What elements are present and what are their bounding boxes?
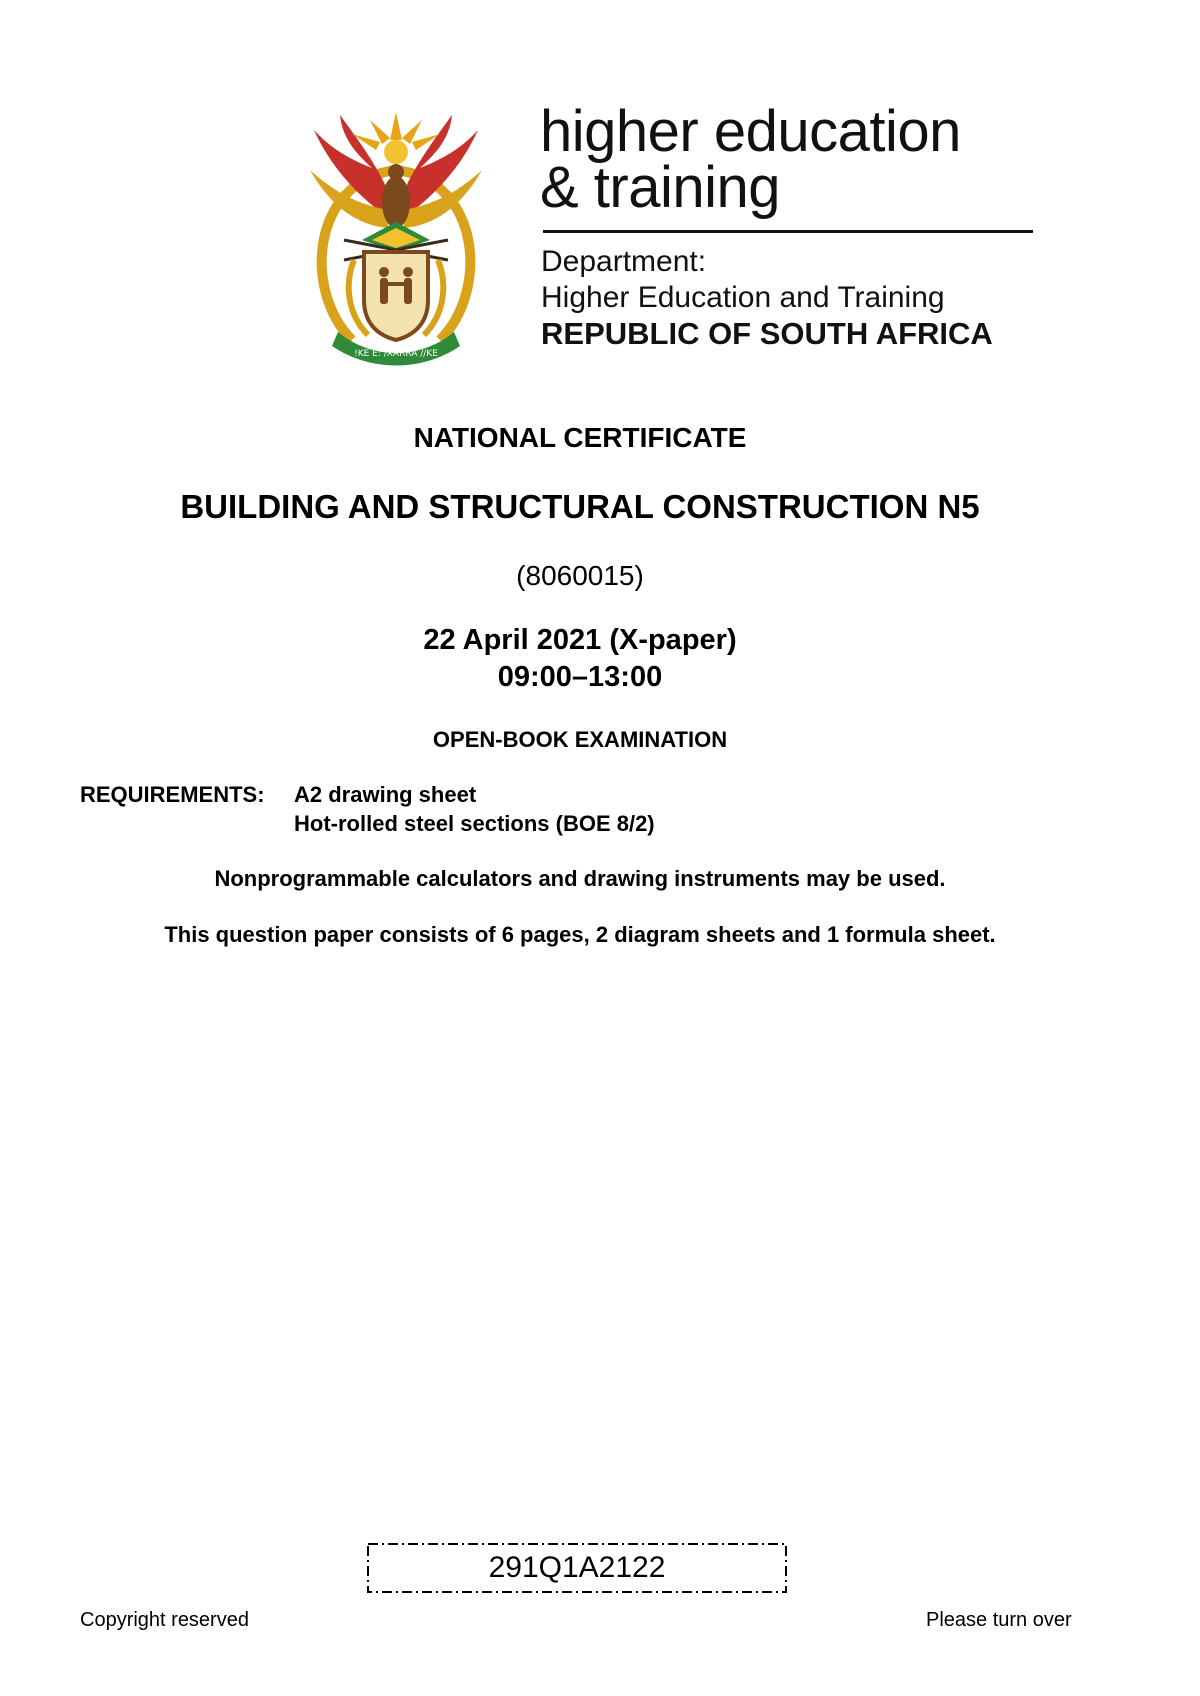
requirement-item: A2 drawing sheet xyxy=(294,782,477,807)
brand-wordmark xyxy=(540,99,961,220)
copyright-text: Copyright reserved xyxy=(80,1609,249,1631)
country-name: REPUBLIC OF SOUTH AFRICA xyxy=(541,316,993,351)
calculator-note: Nonprogrammable calculators and drawing instruments may be used. xyxy=(214,866,946,891)
paper-code-box xyxy=(366,1542,788,1594)
exam-date: 22 April 2021 (X-paper) xyxy=(423,624,737,656)
department-label: Department: xyxy=(541,245,707,278)
paper-contents-note: This question paper consists of 6 pages, 2 diagram sheets and 1 formula sheet. xyxy=(164,922,996,947)
coat-of-arms-logo xyxy=(292,110,500,372)
brand-divider xyxy=(543,230,1033,233)
exam-time: 09:00–13:00 xyxy=(497,661,663,693)
subject-title: BUILDING AND STRUCTURAL CONSTRUCTION N5 xyxy=(180,488,980,525)
department-block xyxy=(541,244,993,352)
paper-code: 291Q1A2122 xyxy=(488,1551,666,1584)
brand-line-1: higher education xyxy=(540,99,961,164)
coat-of-arms-emblem-icon xyxy=(292,110,500,372)
requirements-label: REQUIREMENTS: xyxy=(80,782,265,807)
department-name: Higher Education and Training xyxy=(541,281,945,314)
certificate-title: NATIONAL CERTIFICATE xyxy=(413,422,747,453)
requirement-item: Hot-rolled steel sections (BOE 8/2) xyxy=(294,811,655,836)
turn-over-text: Please turn over xyxy=(926,1609,1072,1631)
logo-motto-text: !KE E: /XARRA //KE xyxy=(354,349,438,359)
subject-code: (8060015) xyxy=(516,560,644,591)
exam-type: OPEN-BOOK EXAMINATION xyxy=(432,727,728,752)
brand-line-2: & training xyxy=(540,155,781,220)
